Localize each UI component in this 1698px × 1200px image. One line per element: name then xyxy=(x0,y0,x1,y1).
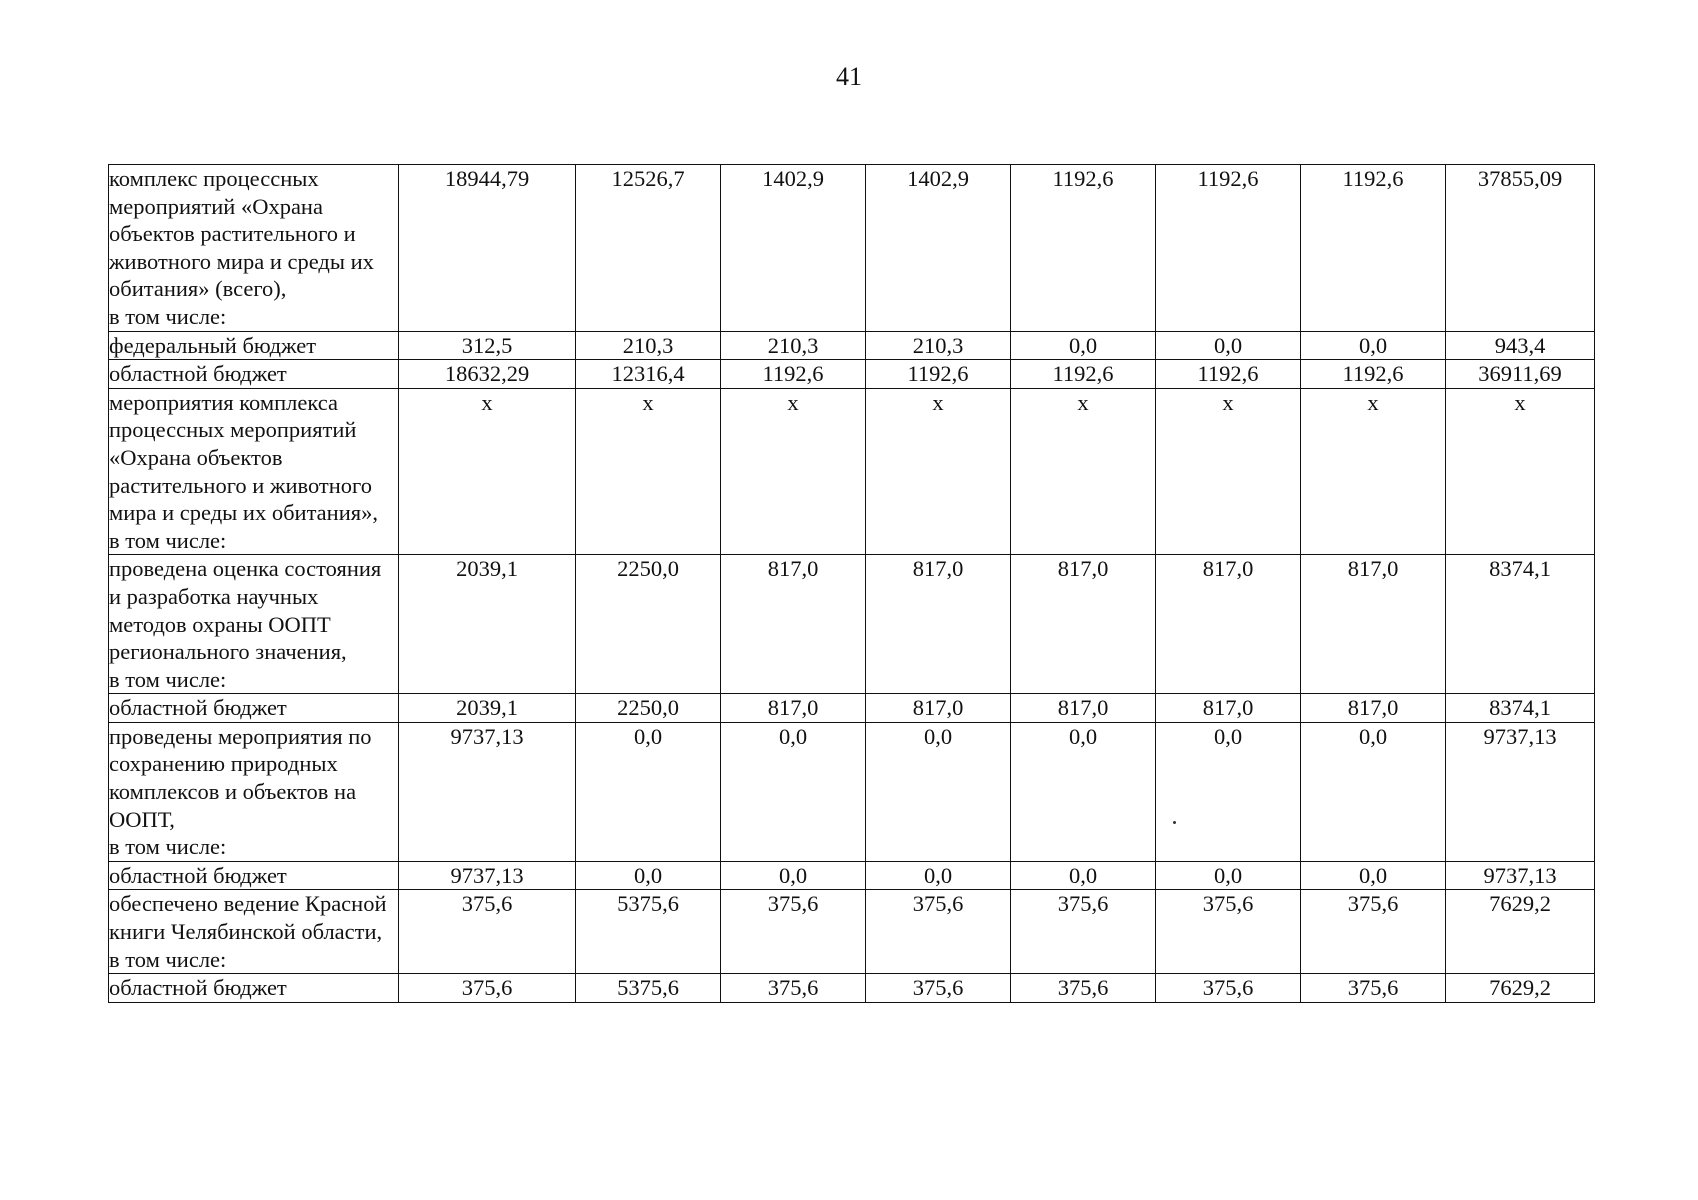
row-label-line: областной бюджет xyxy=(109,695,287,721)
value-cell: 5375,6 xyxy=(576,890,721,974)
value-cell: 18632,29 xyxy=(399,360,576,389)
page-number: 41 xyxy=(836,62,862,91)
row-label xyxy=(109,974,399,1003)
value-cell: 817,0 xyxy=(1156,694,1301,723)
value-cell: 0,0 xyxy=(576,861,721,890)
table-row xyxy=(109,331,1595,360)
value-cell: 1192,6 xyxy=(1301,360,1446,389)
value-cell: 210,3 xyxy=(576,331,721,360)
value-cell: 1402,9 xyxy=(721,165,866,332)
stray-ink-mark xyxy=(1173,821,1176,824)
row-label-line: проведены мероприятия по сохранению природных комплексов и объектов на ООПТ, xyxy=(109,723,372,832)
value-cell: 1402,9 xyxy=(866,165,1011,332)
value-cell: х xyxy=(866,388,1011,555)
value-cell: 2250,0 xyxy=(576,555,721,694)
row-label-line: в том числе: xyxy=(109,527,227,553)
table-row xyxy=(109,722,1595,861)
value-cell: 817,0 xyxy=(721,555,866,694)
table-row xyxy=(109,165,1595,332)
value-cell: х xyxy=(721,388,866,555)
value-cell: 0,0 xyxy=(1156,861,1301,890)
value-cell: 1192,6 xyxy=(1156,360,1301,389)
value-cell: 817,0 xyxy=(721,694,866,723)
value-cell: 375,6 xyxy=(866,890,1011,974)
value-cell: 0,0 xyxy=(1011,331,1156,360)
value-cell: 210,3 xyxy=(866,331,1011,360)
row-label-line: в том числе: xyxy=(109,946,227,972)
value-cell: 5375,6 xyxy=(576,974,721,1003)
table-row xyxy=(109,555,1595,694)
row-label-line: в том числе: xyxy=(109,303,227,329)
value-cell: 2250,0 xyxy=(576,694,721,723)
value-cell: 9737,13 xyxy=(1446,861,1595,890)
value-cell: х xyxy=(1011,388,1156,555)
value-cell: 8374,1 xyxy=(1446,694,1595,723)
row-label xyxy=(109,331,399,360)
value-cell: 817,0 xyxy=(1011,694,1156,723)
value-cell: 817,0 xyxy=(1301,555,1446,694)
value-cell: 943,4 xyxy=(1446,331,1595,360)
row-label xyxy=(109,890,399,974)
value-cell: 0,0 xyxy=(1011,722,1156,861)
value-cell: 375,6 xyxy=(1301,974,1446,1003)
value-cell: 817,0 xyxy=(866,694,1011,723)
value-cell: 0,0 xyxy=(1301,331,1446,360)
value-cell: 0,0 xyxy=(1301,722,1446,861)
value-cell: 1192,6 xyxy=(1301,165,1446,332)
value-cell: 2039,1 xyxy=(399,694,576,723)
value-cell: 375,6 xyxy=(1011,974,1156,1003)
row-label xyxy=(109,165,399,332)
table-row xyxy=(109,861,1595,890)
value-cell: 36911,69 xyxy=(1446,360,1595,389)
value-cell: 817,0 xyxy=(1301,694,1446,723)
row-label-line: областной бюджет xyxy=(109,975,287,1001)
value-cell: 37855,09 xyxy=(1446,165,1595,332)
value-cell: 210,3 xyxy=(721,331,866,360)
value-cell: х xyxy=(1301,388,1446,555)
row-label-line: в том числе: xyxy=(109,666,227,692)
value-cell: 817,0 xyxy=(1011,555,1156,694)
row-label xyxy=(109,360,399,389)
value-cell: 0,0 xyxy=(866,861,1011,890)
value-cell: 1192,6 xyxy=(1011,360,1156,389)
value-cell: 9737,13 xyxy=(1446,722,1595,861)
value-cell: 375,6 xyxy=(1301,890,1446,974)
value-cell: 1192,6 xyxy=(1156,165,1301,332)
value-cell: 312,5 xyxy=(399,331,576,360)
table-row xyxy=(109,360,1595,389)
row-label xyxy=(109,694,399,723)
value-cell: 375,6 xyxy=(866,974,1011,1003)
value-cell: 817,0 xyxy=(866,555,1011,694)
value-cell: 18944,79 xyxy=(399,165,576,332)
value-cell: 1192,6 xyxy=(866,360,1011,389)
table-body xyxy=(109,165,1595,1003)
row-label-line: федеральный бюджет xyxy=(109,332,317,358)
table-row xyxy=(109,974,1595,1003)
value-cell: 375,6 xyxy=(1156,890,1301,974)
row-label xyxy=(109,555,399,694)
value-cell: 375,6 xyxy=(721,974,866,1003)
value-cell: 375,6 xyxy=(1156,974,1301,1003)
value-cell: 7629,2 xyxy=(1446,974,1595,1003)
row-label-line: мероприятия комплекса процессных мероприятий «Охрана объектов растительного и животного мира и среды их обитания», xyxy=(109,389,378,526)
value-cell: 0,0 xyxy=(1156,331,1301,360)
value-cell: х xyxy=(576,388,721,555)
value-cell: 7629,2 xyxy=(1446,890,1595,974)
value-cell: 0,0 xyxy=(721,861,866,890)
row-label-line: в том числе: xyxy=(109,834,227,860)
value-cell: х xyxy=(1156,388,1301,555)
value-cell: х xyxy=(399,388,576,555)
budget-table xyxy=(108,164,1595,1003)
value-cell: 0,0 xyxy=(1301,861,1446,890)
row-label xyxy=(109,861,399,890)
value-cell: 12316,4 xyxy=(576,360,721,389)
value-cell: 375,6 xyxy=(721,890,866,974)
value-cell: 1192,6 xyxy=(1011,165,1156,332)
row-label-line: комплекс процессных мероприятий «Охрана объектов растительного и животного мира и среды их обитания» (всего), xyxy=(109,166,374,302)
value-cell: 0,0 xyxy=(866,722,1011,861)
row-label-line: областной бюджет xyxy=(109,361,287,387)
value-cell: 375,6 xyxy=(399,974,576,1003)
value-cell: 0,0 xyxy=(1011,861,1156,890)
value-cell: 0,0 xyxy=(1156,722,1301,861)
value-cell: 375,6 xyxy=(399,890,576,974)
row-label xyxy=(109,388,399,555)
value-cell: 817,0 xyxy=(1156,555,1301,694)
table-row xyxy=(109,890,1595,974)
value-cell: 12526,7 xyxy=(576,165,721,332)
row-label-line: обеспечено ведение Красной книги Челябинской области, xyxy=(109,891,387,945)
value-cell: 0,0 xyxy=(576,722,721,861)
row-label-line: областной бюджет xyxy=(109,862,287,888)
row-label-line: проведена оценка состояния и разработка научных методов охраны ООПТ регионального значения, xyxy=(109,556,382,665)
value-cell: 8374,1 xyxy=(1446,555,1595,694)
table-row xyxy=(109,388,1595,555)
value-cell: 2039,1 xyxy=(399,555,576,694)
value-cell: х xyxy=(1446,388,1595,555)
value-cell: 1192,6 xyxy=(721,360,866,389)
table-row xyxy=(109,694,1595,723)
value-cell: 375,6 xyxy=(1011,890,1156,974)
value-cell: 9737,13 xyxy=(399,722,576,861)
row-label xyxy=(109,722,399,861)
value-cell: 0,0 xyxy=(721,722,866,861)
value-cell: 9737,13 xyxy=(399,861,576,890)
